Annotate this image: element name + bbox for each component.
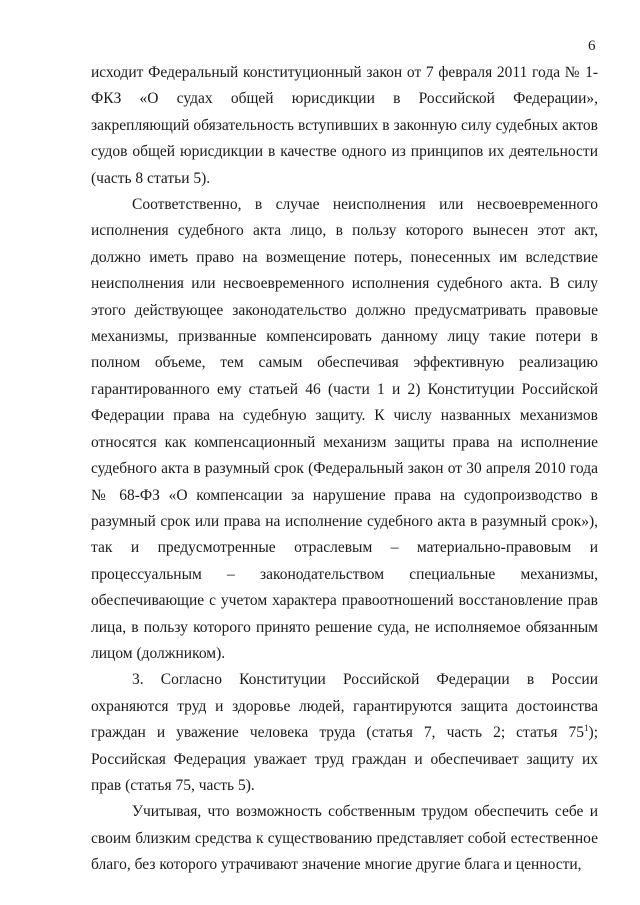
page-number: 6	[588, 38, 596, 54]
paragraph-continuation: исходит Федеральный конституционный закон от 7 февраля 2011 года № 1-ФКЗ «О судах общей юрисдикции в Российской Федерации», закрепляющий обязательность вступивших в законную силу судебных актов судов общей юрисдикции в качестве одного из принципов их деятельности (часть 8 статьи 5).	[91, 64, 598, 187]
paragraph-section-3	[91, 667, 598, 799]
paragraph-consequently: Соответственно, в случае неисполнения или несвоевременного исполнения судебного акта лицо, в пользу которого вынесен этот акт, должно иметь право на возмещение потерь, понесенных им вследствие неисполнения или несвоевременного исполнения судебного акта. В силу этого действующее законодательство должно предусматривать правовые механизмы, призванные компенсировать данному лицу такие потери в полном объеме, тем самым обеспечивая эффективную реализацию гарантированного ему статьей 46 (части 1 и 2) Конституции Российской Федерации права на судебную защиту. К числу названных механизмов относятся как компенсационный механизм защиты права на исполнение судебного акта в разумный срок (Федеральный закон от 30 апреля 2010 года № 68-ФЗ «О компенсации за нарушение права на судопроизводство в разумный срок или права на исполнение судебного акта в разумный срок»), так и предусмотренные отраслевым – материально-правовым и процессуальным – законодательством специальные механизмы, обеспечивающие с учетом характера правоотношений восстановление прав лица, в пользу которого принято решение суда, не исполняемое обязанным лицом (должником).	[91, 196, 598, 662]
paragraph-section-3-part-2: ); Российская Федерация уважает труд граждан и обеспечивает защиту их прав (статья 75, часть 5).	[91, 724, 598, 794]
document-body	[91, 60, 598, 879]
paragraph-considering: Учитывая, что возможность собственным трудом обеспечить себе и своим близким средства к существованию представляет собой естественное благо, без которого утрачивают значение многие другие блага и ценности,	[91, 803, 598, 874]
superscript-footnote: 1	[584, 723, 589, 733]
paragraph-section-3-part-1: 3. Согласно Конституции Российской Федерации в России охраняются труд и здоровье людей, гарантируются защита достоинства граждан и уважение человека труда (статья 7, часть 2; статья 75	[91, 671, 598, 742]
